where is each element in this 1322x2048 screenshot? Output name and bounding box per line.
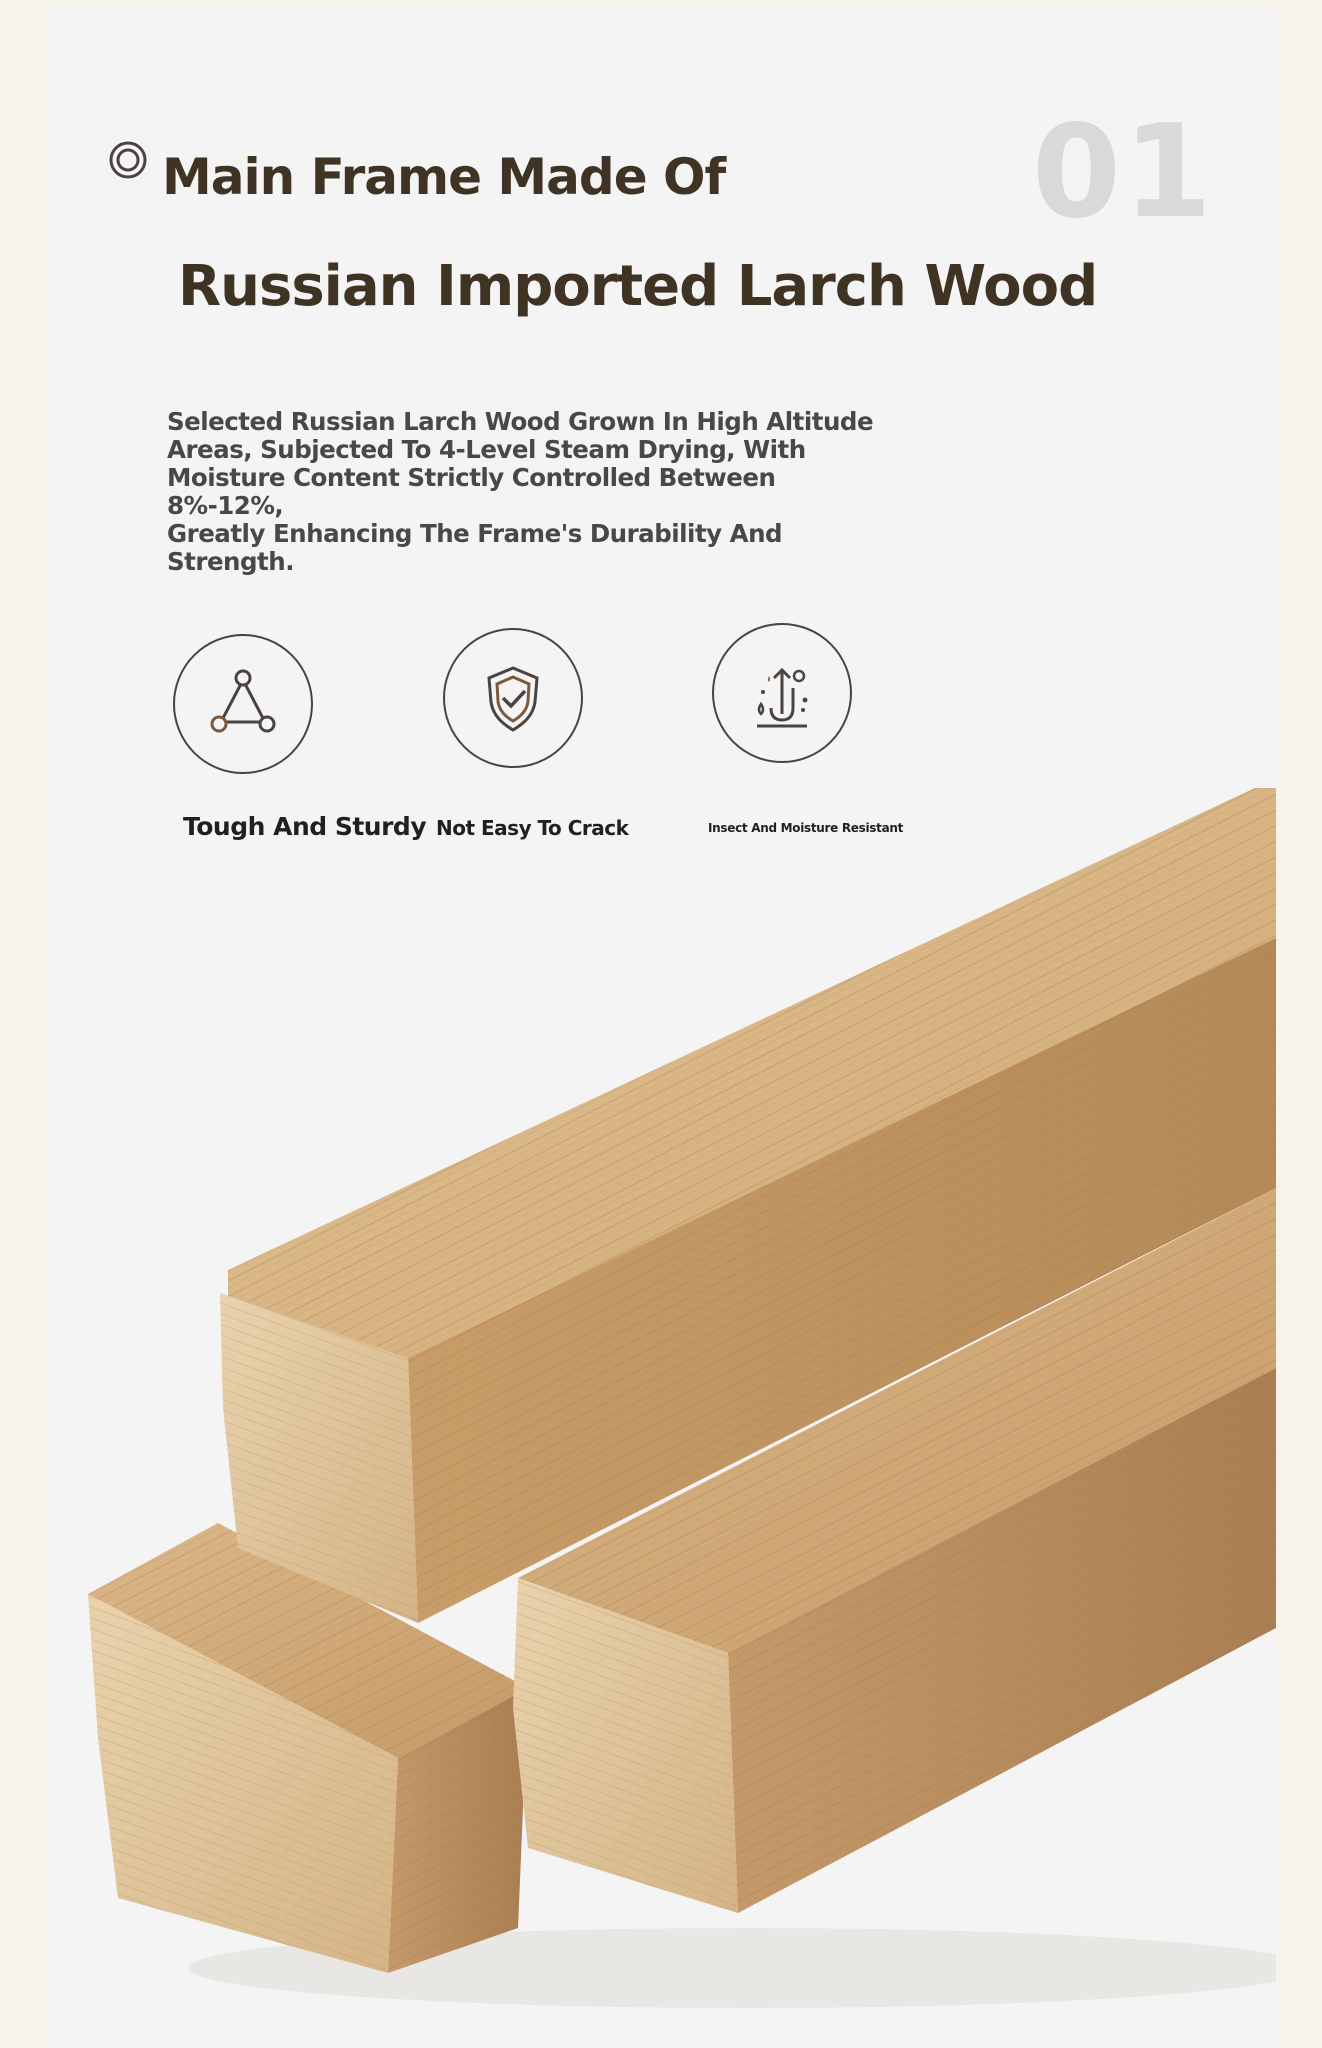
moisture-arrow-icon <box>737 648 827 738</box>
feature-not-easy-to-crack <box>436 628 629 840</box>
description-line: Greatly Enhancing The Frame's Durability And Strength. <box>167 519 783 576</box>
triangle-nodes-icon <box>203 664 283 744</box>
feature-icon-ring <box>712 623 852 763</box>
feature-label: Insect And Moisture Resistant <box>708 821 904 835</box>
feature-icon-ring <box>173 634 313 774</box>
target-icon <box>108 140 148 180</box>
description-line: Selected Russian Larch Wood Grown In High Altitude <box>167 407 874 436</box>
feature-tough-and-sturdy <box>171 634 427 841</box>
larch-wood-beams-image <box>48 788 1276 2048</box>
feature-insect-and-moisture-resistant <box>708 623 904 835</box>
shield-check-icon <box>473 658 553 738</box>
description-text <box>167 408 887 576</box>
feature-label: Not Easy To Crack <box>436 816 629 840</box>
page-title-line-1: Main Frame Made Of <box>162 148 726 206</box>
feature-label: Tough And Sturdy <box>183 812 427 841</box>
description-line: Areas, Subjected To 4-Level Steam Drying, With <box>167 435 806 464</box>
page-title-line-2: Russian Imported Larch Wood <box>178 254 1098 319</box>
section-number: 01 <box>1031 98 1214 247</box>
feature-icon-ring <box>443 628 583 768</box>
description-line: Moisture Content Strictly Controlled Between 8%-12%, <box>167 463 776 520</box>
product-feature-panel <box>48 8 1276 2048</box>
